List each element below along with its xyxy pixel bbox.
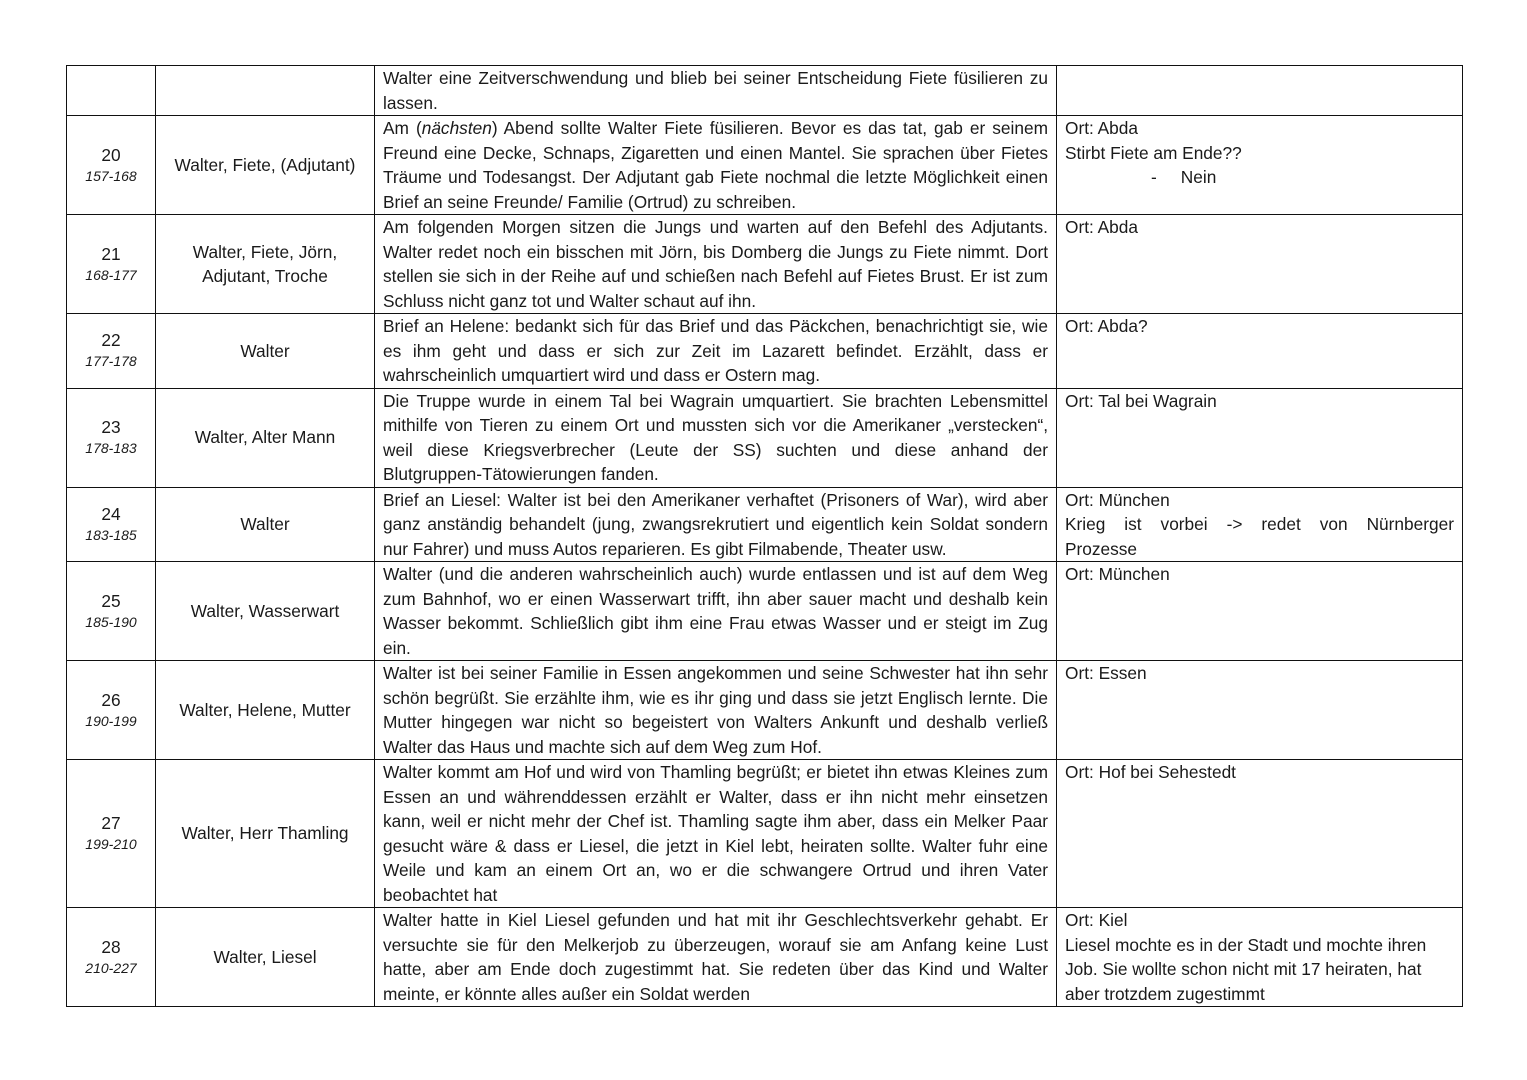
table-row (67, 314, 1463, 389)
notes-cell (1057, 116, 1463, 215)
chapter-number: 28 (101, 936, 121, 957)
note-line: Ort: Kiel (1065, 910, 1128, 930)
notes-cell (1057, 562, 1463, 661)
content-text-start: Am ( (383, 118, 422, 138)
chapter-cell (67, 760, 156, 908)
persons-cell: Walter, Helene, Mutter (156, 661, 375, 760)
page-range: 190-199 (85, 712, 137, 729)
persons-cell: Walter, Wasserwart (156, 562, 375, 661)
chapter-cell (67, 215, 156, 314)
notes-cell (1057, 66, 1463, 116)
note-line: Ort: München (1065, 489, 1170, 510)
persons-cell: Walter, Herr Thamling (156, 760, 375, 908)
content-cell (375, 760, 1057, 908)
chapter-number: 27 (101, 813, 121, 833)
chapter-cell (67, 908, 156, 1007)
notes-cell (1057, 661, 1463, 760)
chapter-number: 21 (101, 243, 121, 264)
chapter-number: 20 (101, 144, 121, 165)
table-row (67, 562, 1463, 661)
content-text: Walter kommt am Hof und wird von Thamling begrüßt; er bietet ihn etwas Kleines zum Essen an und währenddessen erzählt er Walter, dass er ihn nicht mehr einsetzen kann, weil er nicht mehr der Chef ist. Thamling sagte ihm aber, dass ein Melker Paar gesucht wäre & dass er Liesel, die jetzt in Kiel lebt, heiraten sollte. Walter fuhr eine Weile und kam an einem Ort an, wo er die schwangere Ortrud und ihren Vater beobachtet hat (383, 762, 1048, 905)
content-text: Walter hatte in Kiel Liesel gefunden und hat mit ihr Geschlechtsverkehr gehabt. Er versuchte sie für den Melkerjob zu überzeugen, worauf sie am Anfang keine Lust hatte, aber am Ende doch zugestimmt hat. Sie redeten über das Kind und Walter meinte, er könnte alles außer ein Soldat werden (383, 910, 1048, 1004)
content-cell (375, 116, 1057, 215)
notes-cell (1057, 908, 1463, 1007)
notes-cell (1057, 215, 1463, 314)
chapter-number: 25 (101, 590, 121, 611)
content-text (383, 116, 1048, 214)
page-range: 178-183 (85, 440, 137, 456)
note-line: Ort: Hof bei Sehestedt (1065, 762, 1236, 782)
chapter-cell (67, 314, 156, 389)
content-text-end: ) Abend sollte Walter Fiete füsilieren. Bevor es das tat, gab er seinem Freund eine Decke, Schnaps, Zigaretten und einen Mantel. Sie sprachen über Fietes Träume und Todesangst. Der Adjutant gab Fiete nochmal die letzte Möglichkeit einen Brief an seine Freunde/ Familie (Ortrud) zu schreiben. (383, 118, 1049, 212)
note-line: Krieg ist vorbei -> redet von Nürnberger (1065, 514, 1454, 534)
persons-cell: Walter, Fiete, (Adjutant) (156, 116, 375, 215)
notes-cell (1057, 760, 1463, 908)
content-cell (375, 908, 1057, 1007)
content-cell (375, 562, 1057, 661)
chapter-cell (67, 661, 156, 760)
page-range: 157-168 (85, 167, 137, 184)
chapter-cell (67, 487, 156, 562)
note-line: Ort: Essen (1065, 663, 1147, 683)
note-line: Ort: Abda? (1065, 316, 1148, 336)
content-text: Walter eine Zeitverschwendung und blieb bei seiner Entscheidung Fiete füsilieren zu lassen. (383, 68, 1048, 113)
content-text: Brief an Liesel: Walter ist bei den Amerikaner verhaftet (Prisoners of War), wird aber ganz anständig behandelt (jung, zwangsrekrutiert und eigentlich kein Soldat sondern nur Fahrer) und muss Autos reparieren. Es gibt Filmabende, Theater usw. (383, 489, 1048, 559)
table-row (67, 66, 1463, 116)
page-range: 185-190 (85, 613, 137, 630)
chapter-summary-table (66, 65, 1463, 1007)
content-cell (375, 66, 1057, 116)
note-line: - Nein (1151, 167, 1217, 187)
page-range: 199-210 (85, 836, 137, 852)
notes-cell (1057, 388, 1463, 487)
chapter-number: 22 (101, 330, 121, 351)
content-cell (375, 487, 1057, 562)
table-row (67, 116, 1463, 215)
notes-cell (1057, 314, 1463, 389)
table-row (67, 388, 1463, 487)
table-row (67, 760, 1463, 908)
persons-cell: Walter, Fiete, Jörn, Adjutant, Troche (156, 215, 375, 314)
content-cell (375, 661, 1057, 760)
page-range: 168-177 (85, 266, 137, 283)
note-line: Ort: Tal bei Wagrain (1065, 390, 1217, 411)
content-text-emphasis: nächsten (421, 118, 492, 138)
chapter-cell (67, 66, 156, 116)
content-cell (375, 314, 1057, 389)
chapter-cell (67, 388, 156, 487)
note-line: Ort: Abda (1065, 217, 1139, 237)
notes-cell (1057, 487, 1463, 562)
chapter-cell (67, 562, 156, 661)
content-text: Brief an Helene: bedankt sich für das Brief und das Päckchen, benachrichtigt sie, wie es ihm geht und dass er sich zur Zeit im Lazarett befindet. Erzählt, dass er wahrscheinlich umquartiert wird und dass er Ostern mag. (383, 316, 1048, 385)
persons-cell: Walter, Liesel (156, 908, 375, 1007)
chapter-cell (67, 116, 156, 215)
chapter-number: 24 (101, 503, 121, 524)
content-cell (375, 215, 1057, 314)
persons-cell (156, 66, 375, 116)
table-row (67, 661, 1463, 760)
chapter-number: 23 (101, 417, 121, 437)
content-text: Walter ist bei seiner Familie in Essen angekommen und seine Schwester hat ihn sehr schön begrüßt. Sie erzählte ihm, wie es ihr ging und dass sie jetzt Englisch lernte. Die Mutter hingegen war nicht so begeistert von Walters Ankunft und deshalb verließ Walter das Haus und machte sich auf dem Weg zum Hof. (383, 663, 1048, 757)
chapter-number: 26 (101, 689, 121, 710)
table-row (67, 487, 1463, 562)
persons-cell: Walter (156, 487, 375, 562)
table-row (67, 215, 1463, 314)
persons-cell: Walter, Alter Mann (156, 388, 375, 487)
table-row (67, 908, 1463, 1007)
page-range: 177-178 (85, 353, 137, 370)
note-line: Stirbt Fiete am Ende?? (1065, 142, 1242, 163)
persons-cell: Walter (156, 314, 375, 389)
content-text: Die Truppe wurde in einem Tal bei Wagrain umquartiert. Sie brachten Lebensmittel mithilfe von Tieren zu einem Ort und mussten sich vor die Amerikaner „verstecken“, weil diese Kriegsverbrecher (Leute der SS) suchten und diese anhand der Blutgruppen-Tätowierungen fanden. (383, 390, 1048, 484)
content-text: Walter (und die anderen wahrscheinlich auch) wurde entlassen und ist auf dem Weg zum Bahnhof, wo er einen Wasserwart trifft, ihn aber sauer macht und deshalb kein Wasser bekommt. Schließlich gibt ihm eine Frau etwas Wasser und er steigt im Zug ein. (383, 564, 1048, 658)
note-line: Prozesse (1065, 538, 1138, 559)
content-text: Am folgenden Morgen sitzen die Jungs und warten auf den Befehl des Adjutants. Walter redet noch ein bisschen mit Jörn, bis Domberg die Jungs zu Fiete nimmt. Dort stellen sie sich in der Reihe auf und schießen nach Befehl auf Fietes Brust. Er ist zum Schluss nicht ganz tot und Walter schaut auf ihn. (383, 217, 1048, 311)
note-line: Liesel mochte es in der Stadt und mochte ihren Job. Sie wollte schon nicht mit 17 heiraten, hat aber trotzdem zugestimmt (1065, 934, 1427, 1004)
note-line: Ort: München (1065, 564, 1170, 584)
page-range: 210-227 (85, 959, 137, 976)
page-range: 183-185 (85, 526, 137, 543)
note-line: Ort: Abda (1065, 118, 1139, 138)
content-cell (375, 388, 1057, 487)
